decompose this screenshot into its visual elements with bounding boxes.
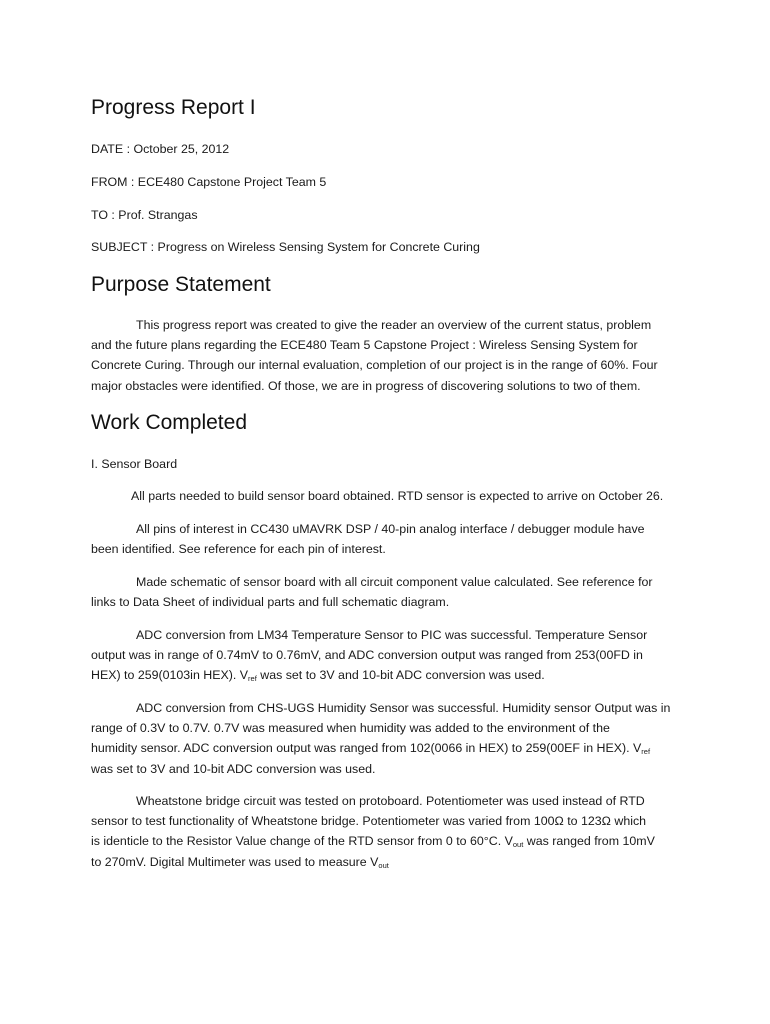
text-segment: HEX) to 259(0103in HEX). V [91,668,249,683]
subscript: ref [641,747,651,757]
paragraph-line: been identified. See reference for each pin of interest. [91,542,386,557]
work-heading: Work Completed [91,411,248,434]
paragraph-line: sensor to test functionality of Wheatstone bridge. Potentiometer was varied from 100Ω to 123Ω which [91,814,647,829]
section-label-sensor-board: I. Sensor Board [91,457,178,471]
paragraph-line [91,831,681,851]
paragraph-line: output was in range of 0.74mV to 0.76mV, and ADC conversion output was ranged from 253(00FD in [91,648,643,663]
paragraph-line [91,852,681,872]
paragraph-line: was set to 3V and 10-bit ADC conversion was used. [91,761,376,776]
text-segment: humidity sensor. ADC conversion output was ranged from 102(0066 in HEX) to 259(00EF in HEX). V [91,741,642,756]
paragraph-line: Wheatstone bridge circuit was tested on protoboard. Potentiometer was used instead of RTD [136,794,645,808]
paragraph-temperature-adc [91,625,681,686]
subscript: out [378,860,389,870]
text-segment: was set to 3V and 10-bit ADC conversion was used. [256,668,545,683]
purpose-line: Concrete Curing. Through our internal evaluation, completion of our project is in the range of 60%. Four [91,358,658,373]
from-line: FROM : ECE480 Capstone Project Team 5 [91,175,327,189]
paragraph-line: All parts needed to build sensor board obtained. RTD sensor is expected to arrive on October 26. [131,489,664,503]
page-title: Progress Report I [91,96,256,119]
paragraph-line: range of 0.3V to 0.7V. 0.7V was measured when humidity was added to the environment of the [91,721,610,736]
purpose-paragraph [91,315,681,396]
text-segment: was ranged from 10mV [523,834,655,849]
date-line: DATE : October 25, 2012 [91,142,230,156]
paragraph-line [91,738,681,758]
subject-line: SUBJECT : Progress on Wireless Sensing System for Concrete Curing [91,240,480,254]
paragraph-line: ADC conversion from LM34 Temperature Sensor to PIC was successful. Temperature Sensor [136,628,648,642]
paragraph-humidity-adc [91,698,681,779]
purpose-line: and the future plans regarding the ECE480 Team 5 Capstone Project : Wireless Sensing System for [91,338,638,353]
purpose-heading: Purpose Statement [91,273,271,296]
paragraph-line: All pins of interest in CC430 uMAVRK DSP / 40-pin analog interface / debugger module have [136,522,645,536]
paragraph-parts-obtained [131,486,721,506]
paragraph-pins [91,519,681,559]
paragraph-schematic [91,572,681,612]
subscript: out [512,840,524,850]
text-segment: to 270mV. Digital Multimeter was used to measure V [91,854,379,869]
paragraph-wheatstone [91,791,681,872]
paragraph-line: Made schematic of sensor board with all circuit component value calculated. See reference for [136,575,653,589]
paragraph-line [91,665,681,685]
paragraph-line: links to Data Sheet of individual parts and full schematic diagram. [91,595,450,610]
purpose-line: This progress report was created to give the reader an overview of the current status, problem [136,318,652,332]
purpose-line: major obstacles were identified. Of those, we are in progress of discovering solutions to two of them. [91,378,641,393]
paragraph-line: ADC conversion from CHS-UGS Humidity Sensor was successful. Humidity sensor Output was in [136,701,671,715]
subscript: ref [248,674,257,684]
to-line: TO : Prof. Strangas [91,208,198,222]
text-segment: is identicle to the Resistor Value change of the RTD sensor from 0 to 60°C. V [91,834,513,849]
